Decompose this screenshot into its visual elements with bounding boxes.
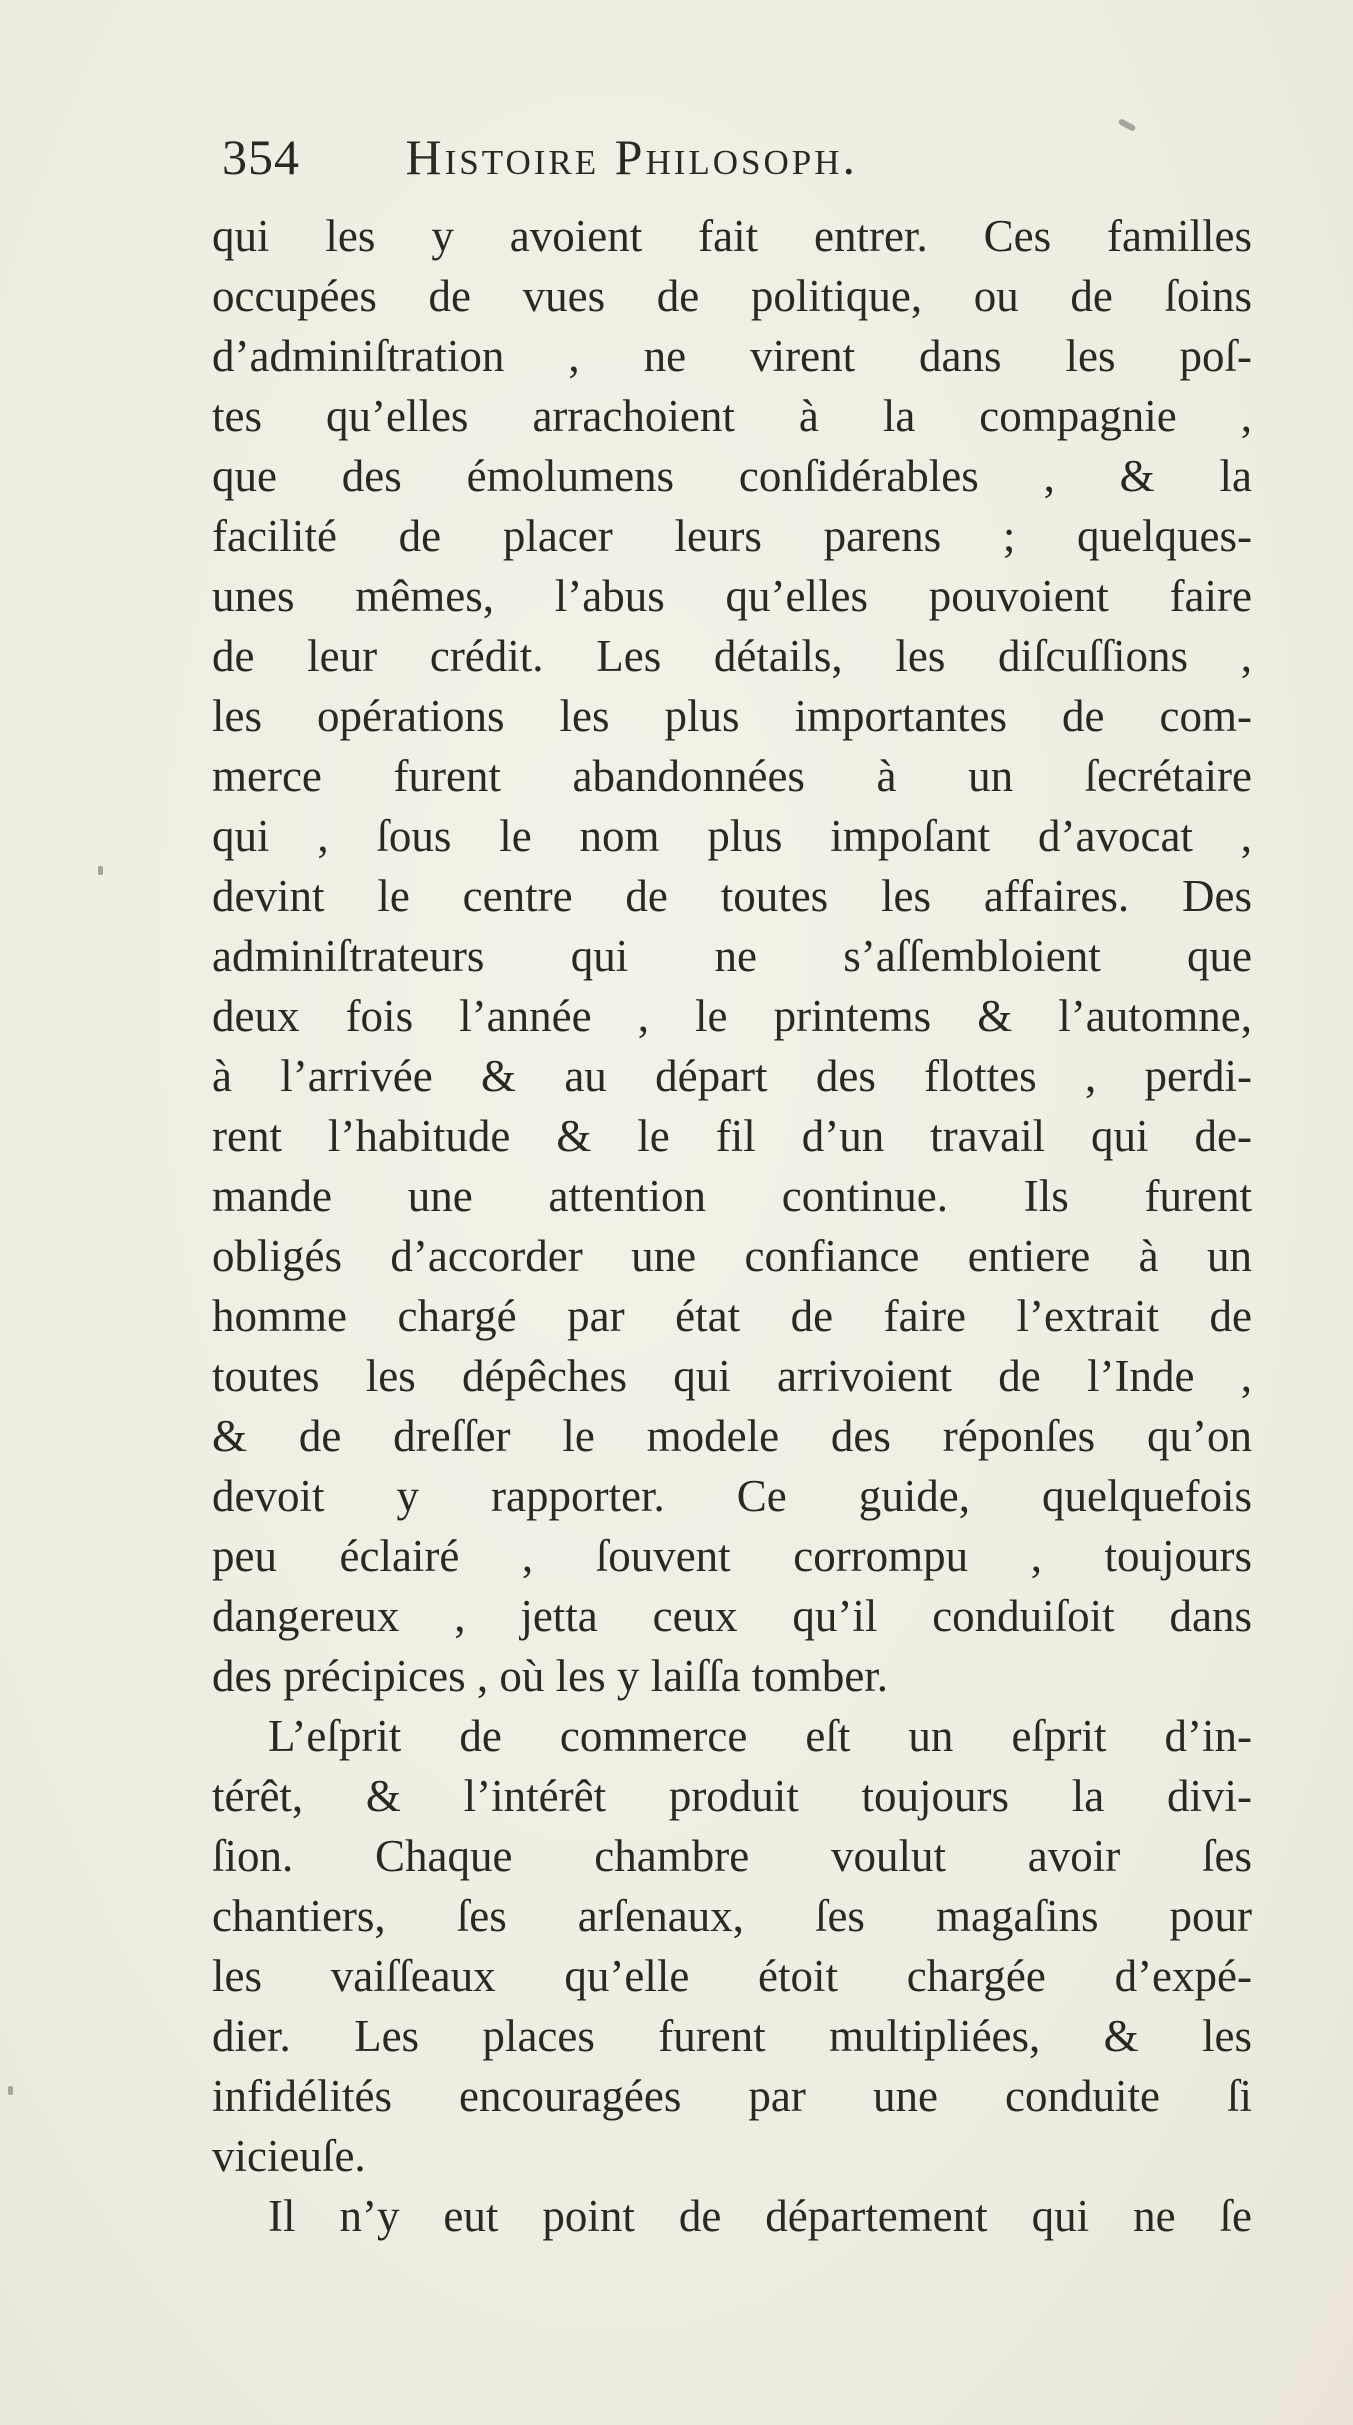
text-line: dier. Les places furent multipliées, & les [212,2011,1252,2061]
text-line: d’adminiſtration , ne virent dans les poſ- [212,331,1252,381]
text-line: dangereux , jetta ceux qu’il conduiſoit dans [212,1591,1252,1641]
text-line: deux fois l’année , le printems & l’automne, [212,991,1252,1041]
text-line: obligés d’accorder une confiance entiere à un [212,1231,1252,1281]
text-line: vicieuſe. [212,2131,366,2181]
text-line: térêt, & l’intérêt produit toujours la divi- [212,1771,1252,1821]
text-line: rent l’habitude & le fil d’un travail qui de- [212,1111,1252,1161]
text-line: toutes les dépêches qui arrivoient de l’Inde , [212,1351,1252,1401]
text-line: occupées de vues de politique, ou de ſoins [212,271,1252,321]
text-line: les opérations les plus importantes de com- [212,691,1252,741]
text-line: & de dreſſer le modele des réponſes qu’on [212,1411,1252,1461]
text-line: les vaiſſeaux qu’elle étoit chargée d’expé- [212,1951,1252,2001]
text-body [212,206,1252,2246]
page-header [222,128,1122,208]
text-line: qui les y avoient fait entrer. Ces familles [212,211,1252,261]
text-line: que des émolumens conſidérables , & la [212,451,1252,501]
text-line: de leur crédit. Les détails, les diſcuſſions , [212,631,1252,681]
margin-speck [98,866,103,875]
text-line: L’eſprit de commerce eſt un eſprit d’in- [268,1711,1252,1761]
text-line: merce furent abandonnées à un ſecrétaire [212,751,1252,801]
running-head: Histoire Philosoph. [405,129,859,185]
text-line: infidélités encouragées par une conduite ſi [212,2071,1252,2121]
text-line: devint le centre de toutes les affaires. Des [212,871,1252,921]
text-line: chantiers, ſes arſenaux, ſes magaſins pour [212,1891,1252,1941]
text-line: peu éclairé , ſouvent corrompu , toujours [212,1531,1252,1581]
text-line: adminiſtrateurs qui ne s’aſſembloient que [212,931,1252,981]
text-line: devoit y rapporter. Ce guide, quelquefois [212,1471,1252,1521]
text-line: facilité de placer leurs parens ; quelques- [212,511,1252,561]
margin-speck [8,2086,13,2095]
text-line: à l’arrivée & au départ des flottes , perdi- [212,1051,1252,1101]
text-line: tes qu’elles arrachoient à la compagnie , [212,391,1252,441]
text-line: Il n’y eut point de département qui ne ſe [268,2191,1252,2241]
page-number: 354 [222,129,300,185]
text-line: qui , ſous le nom plus impoſant d’avocat , [212,811,1252,861]
text-line: homme chargé par état de faire l’extrait de [212,1291,1252,1341]
text-line: ſion. Chaque chambre voulut avoir ſes [212,1831,1252,1881]
text-line: mande une attention continue. Ils furent [212,1171,1252,1221]
text-line: unes mêmes, l’abus qu’elles pouvoient faire [212,571,1252,621]
text-line: des précipices , où les y laiſſa tomber. [212,1651,889,1701]
